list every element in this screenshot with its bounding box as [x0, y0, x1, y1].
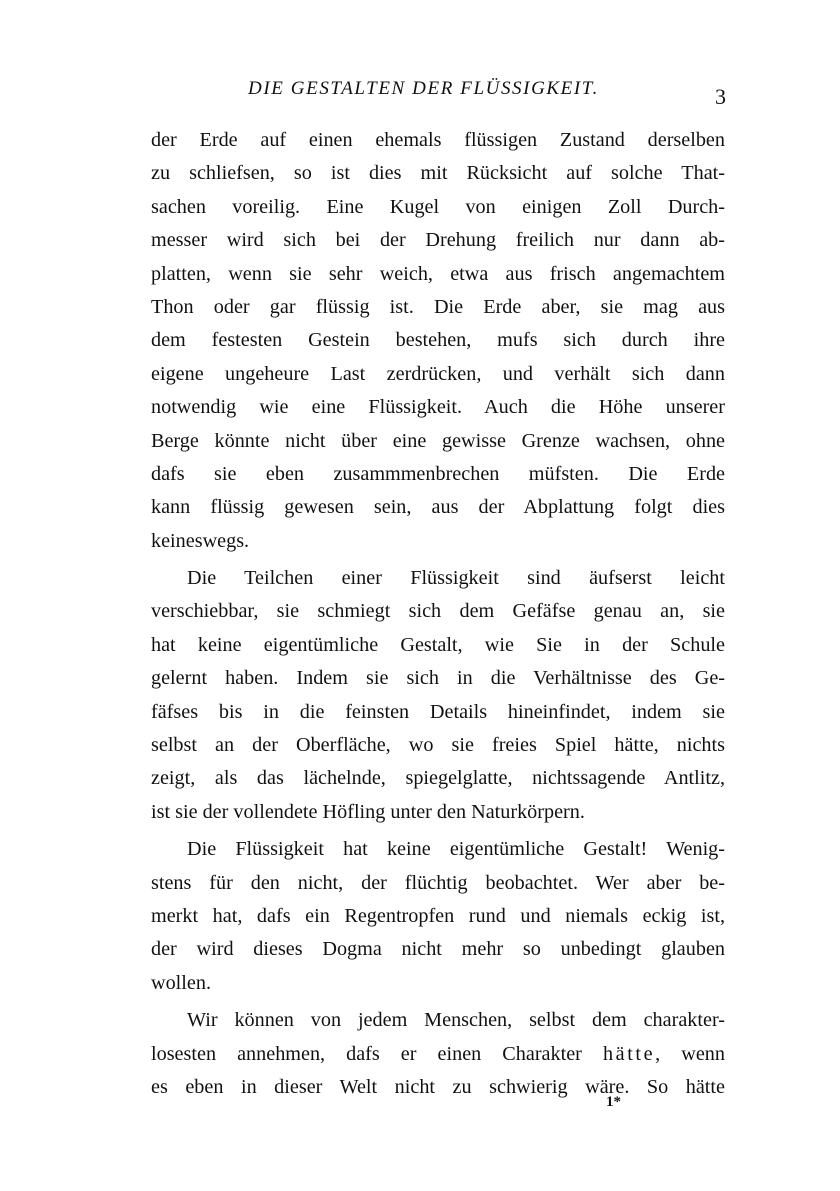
signature-mark: 1* — [606, 1094, 621, 1110]
text-line: dafs sie eben zusammmenbrechen müfsten. Die Erde — [151, 462, 725, 485]
text-line: der Erde auf einen ehemals flüssigen Zustand derselben — [151, 129, 725, 151]
text-line: Die Teilchen einer Flüssigkeit sind äufserst leicht — [187, 567, 725, 590]
text-line: gelernt haben. Indem sie sich in die Verhältnisse des Ge- — [151, 667, 725, 690]
text-line — [151, 1038, 725, 1071]
text-line: ist sie der vollendete Höfling unter den Naturkörpern. — [151, 800, 585, 823]
text-line: notwendig wie eine Flüssigkeit. Auch die Höhe unserer — [151, 396, 725, 419]
text-line: Thon oder gar flüssig ist. Die Erde aber, sie mag aus — [151, 295, 725, 318]
text-line: zeigt, als das lächelnde, spiegelglatte, nichtssagende Antlitz, — [151, 767, 725, 790]
paragraph-4 — [151, 1004, 725, 1104]
text-line: keineswegs. — [151, 529, 250, 552]
text-line: es eben in dieser Welt nicht zu schwierig wäre. So hätte — [151, 1075, 725, 1098]
text-line: fäfses bis in die feinsten Details hineinfindet, indem sie — [151, 700, 725, 723]
text-line: platten, wenn sie sehr weich, etwa aus frisch angemachtem — [151, 262, 725, 285]
text-line: kann flüssig gewesen sein, aus der Abplattung folgt dies — [151, 496, 725, 519]
text-line: messer wird sich bei der Drehung freilich nur dann ab- — [151, 229, 725, 252]
text-line: selbst an der Oberfläche, wo sie freies Spiel hätte, nichts — [151, 734, 725, 757]
paragraph-2 — [151, 562, 725, 829]
text-line: Die Flüssigkeit hat keine eigentümliche Gestalt! Wenig- — [187, 838, 725, 861]
paragraph-1 — [151, 124, 725, 558]
page-number: 3 — [715, 84, 726, 109]
text-line: eigene ungeheure Last zerdrücken, und verhält sich dann — [151, 362, 725, 385]
text-line: hat keine eigentümliche Gestalt, wie Sie in der Schule — [151, 633, 725, 656]
text-fragment: losesten annehmen, dafs er einen Charakter — [151, 1042, 582, 1065]
text-line: sachen voreilig. Eine Kugel von einigen Zoll Durch- — [151, 195, 725, 218]
text-line: verschiebbar, sie schmiegt sich dem Gefäfse genau an, sie — [151, 600, 725, 623]
text-line: der wird dieses Dogma nicht mehr so unbedingt glauben — [151, 938, 725, 961]
paragraph-3 — [151, 833, 725, 1000]
running-title: DIE GESTALTEN DER FLÜSSIGKEIT. — [248, 78, 599, 99]
text-line: Wir können von jedem Menschen, selbst dem charakter- — [187, 1009, 725, 1032]
text-line: dem festesten Gestein bestehen, mufs sich durch ihre — [151, 329, 725, 352]
running-head — [150, 78, 730, 108]
text-line: merkt hat, dafs ein Regentropfen rund und niemals eckig ist, — [151, 904, 725, 927]
text-line: stens für den nicht, der flüchtig beobachtet. Wer aber be- — [151, 871, 725, 894]
emphasized-word: hätte — [602, 1042, 656, 1065]
text-line: zu schliefsen, so ist dies mit Rücksicht auf solche That- — [151, 162, 725, 185]
body-text — [151, 124, 725, 1104]
text-line: wollen. — [151, 971, 211, 994]
text-line: Berge könnte nicht über eine gewisse Grenze wachsen, ohne — [151, 429, 725, 452]
text-fragment: , wenn — [655, 1042, 725, 1065]
